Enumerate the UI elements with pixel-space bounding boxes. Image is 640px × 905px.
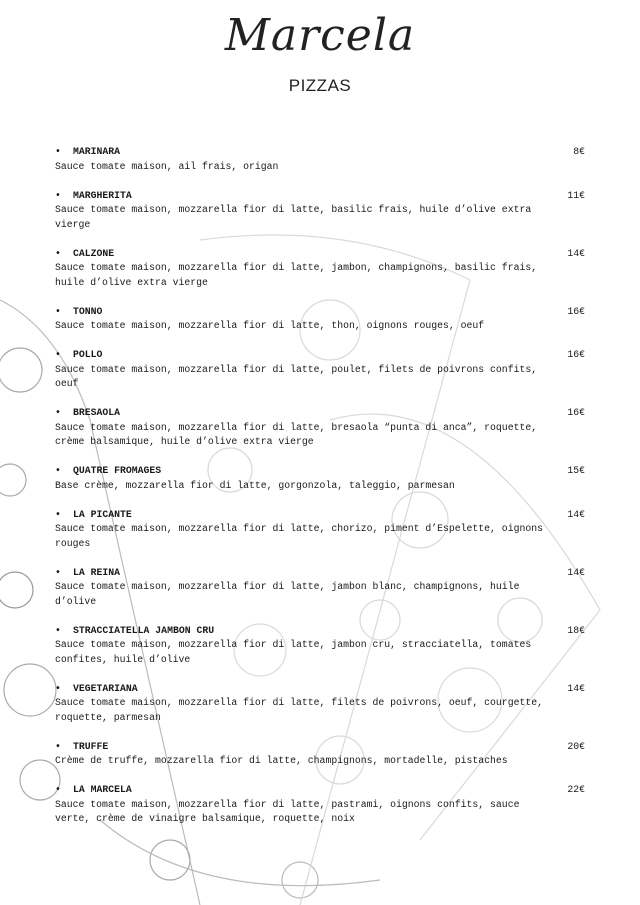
menu-item-price: 20€ (567, 740, 585, 752)
menu-item-description: Sauce tomate maison, ail frais, origan (55, 160, 279, 172)
bullet-icon: • (55, 682, 61, 694)
menu-item-price: 16€ (567, 349, 585, 360)
brand-logo: Marcela (224, 10, 416, 61)
menu-item-description: Crème de truffe, mozzarella fior di latte, champignons, mortadelle, pistaches (55, 755, 508, 766)
bullet-icon: • (55, 740, 61, 752)
menu-item-name (55, 508, 585, 523)
menu-item-price: 16€ (567, 407, 585, 418)
bullet-icon: • (55, 566, 61, 578)
bullet-icon: • (55, 624, 61, 636)
menu-item (55, 624, 585, 668)
menu-item (55, 464, 585, 493)
menu-item-price: 11€ (567, 189, 585, 201)
menu-item-description: Sauce tomate maison, mozzarella fior di latte, jambon blanc, champignons, huile d’olive (55, 581, 520, 607)
bullet-icon: • (55, 784, 61, 795)
menu-item-name (55, 740, 585, 755)
menu-item-name (55, 783, 585, 798)
menu-item (55, 783, 585, 827)
bullet-icon: • (55, 247, 61, 259)
menu-item (55, 740, 585, 769)
item-name-text: LA REINA (73, 566, 121, 578)
bullet-icon: • (55, 508, 61, 520)
menu-item-name (55, 348, 585, 363)
item-name-text: MARINARA (73, 146, 121, 157)
menu-item (55, 247, 585, 291)
item-name-text: POLLO (73, 349, 103, 360)
menu-item-name (55, 305, 585, 320)
menu-item-price: 15€ (567, 465, 585, 476)
menu-item-description: Sauce tomate maison, mozzarella fior di latte, basilic frais, huile d’olive extra vierge (55, 204, 532, 230)
menu-item-description: Base crème, mozzarella fior di latte, gorgonzola, taleggio, parmesan (55, 479, 455, 491)
menu-item-name (55, 464, 585, 479)
menu-item-name (55, 406, 585, 421)
menu-item (55, 189, 585, 233)
item-name-text: MARGHERITA (73, 189, 132, 201)
menu-item (55, 145, 585, 174)
menu-item-description: Sauce tomate maison, mozzarella fior di latte, jambon, champignons, basilic frais, huile d’olive extra vierge (55, 262, 538, 288)
bullet-icon: • (55, 349, 61, 360)
menu-item-description: Sauce tomate maison, mozzarella fior di latte, filets de poivrons, oeuf, courgette, roquette, parmesan (55, 697, 543, 723)
section-title: PIZZAS (288, 76, 352, 95)
item-name-text: BRESAOLA (73, 407, 121, 418)
menu-item-description: Sauce tomate maison, mozzarella fior di latte, chorizo, piment d’Espelette, oignons rouges (55, 523, 543, 549)
bullet-icon: • (55, 305, 61, 317)
menu-item-price: 16€ (567, 305, 585, 317)
item-name-text: LA PICANTE (73, 508, 132, 520)
item-name-text: TONNO (73, 305, 103, 317)
item-name-text: TRUFFE (73, 740, 109, 752)
item-name-text: QUATRE FROMAGES (73, 465, 162, 476)
menu-item-price: 22€ (567, 784, 585, 795)
menu-item-name (55, 247, 585, 262)
menu-item-description: Sauce tomate maison, mozzarella fior di latte, bresaola “punta di anca”, roquette, crème balsamique, huile d’olive extra vierge (55, 421, 538, 447)
menu-item-name (55, 145, 585, 160)
menu-item-description: Sauce tomate maison, mozzarella fior di latte, jambon cru, stracciatella, tomates confites, huile d’olive (55, 639, 532, 665)
bullet-icon: • (55, 407, 61, 418)
menu-item-name (55, 189, 585, 204)
bullet-icon: • (55, 189, 61, 201)
menu-item (55, 348, 585, 392)
menu-item-price: 14€ (567, 508, 585, 520)
menu-item-price: 18€ (567, 624, 585, 636)
menu-item-price: 14€ (567, 247, 585, 259)
menu-item-name (55, 566, 585, 581)
bullet-icon: • (55, 465, 61, 476)
menu-item-price: 14€ (567, 566, 585, 578)
item-name-text: LA MARCELA (73, 784, 132, 795)
menu-item-description: Sauce tomate maison, mozzarella fior di latte, pastrami, oignons confits, sauce verte, crème de vinaigre balsamique, roquette, noix (55, 798, 520, 824)
item-name-text: VEGETARIANA (73, 682, 138, 694)
menu-item-name (55, 682, 585, 697)
menu-item-price: 14€ (567, 682, 585, 694)
menu-item-description: Sauce tomate maison, mozzarella fior di latte, poulet, filets de poivrons confits, oeuf (55, 363, 538, 389)
menu-item-description: Sauce tomate maison, mozzarella fior di latte, thon, oignons rouges, oeuf (55, 320, 485, 331)
menu-item-price: 8€ (573, 146, 585, 157)
menu-item (55, 406, 585, 450)
item-name-text: CALZONE (73, 247, 115, 259)
menu-item-name (55, 624, 585, 639)
bullet-icon: • (55, 146, 61, 157)
menu-item (55, 566, 585, 610)
item-name-text: STRACCIATELLA JAMBON CRU (73, 624, 215, 636)
menu-item (55, 305, 585, 334)
menu-item (55, 682, 585, 726)
menu-item (55, 508, 585, 552)
pizza-menu-list (55, 145, 585, 841)
